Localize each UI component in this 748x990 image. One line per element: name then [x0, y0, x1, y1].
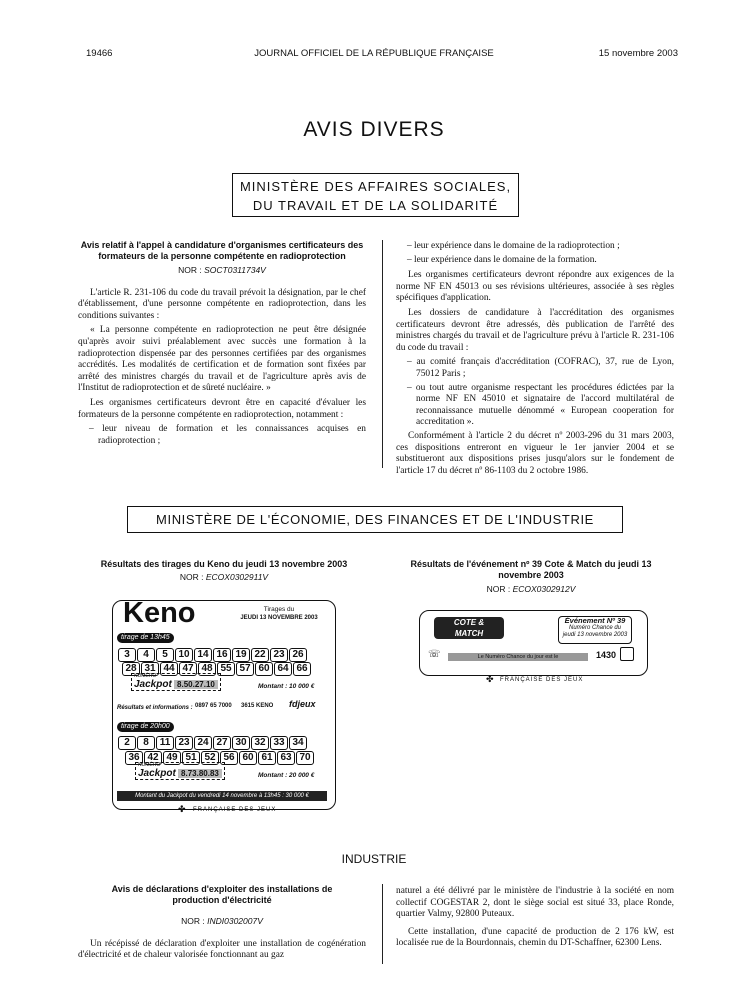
keno-number-ball: 31	[141, 662, 159, 676]
fdj-clover-icon: ✤	[486, 674, 494, 684]
ministry-box	[232, 173, 519, 217]
keno-number-ball: 3	[118, 648, 136, 662]
keno-number-ball: 36	[125, 751, 143, 765]
jackpot-footer-band: Montant du Jackpot du vendredi 14 novembre à 13h45 : 30 000 €	[117, 791, 327, 801]
keno-number-ball: 22	[251, 648, 269, 662]
tirage1-label: tirage de 13h45	[117, 633, 174, 643]
avis1-paragraph: L'article R. 231-106 du code du travail prévoit la désignation, par le chef d'établissement, d'une personne compétente en radioprotection, dans les conditions suivantes :	[78, 287, 366, 321]
industrie-nor: NOR : INDI0302007V	[181, 916, 263, 926]
column-divider	[382, 240, 383, 468]
page-number: 19466	[86, 48, 113, 59]
keno-number-ball: 23	[175, 736, 193, 750]
jackpot2-box	[135, 762, 225, 780]
cote-title: Résultats de l'événement nº 39 Cote & Match du jeudi 13 novembre 2003	[410, 559, 652, 580]
keno-tirages-du: Tirages du	[263, 606, 295, 613]
keno-nor: NOR : ECOX0302911V	[179, 572, 269, 582]
keno-number-ball: 57	[236, 662, 254, 676]
info-code: 3615 KENO	[241, 703, 274, 709]
ministry-line1: MINISTÈRE DES AFFAIRES SOCIALES,	[239, 179, 512, 194]
keno-number-ball: 16	[213, 648, 231, 662]
industrie-paragraph: Un récépissé de déclaration d'exploiter une installation de cogénération d'électricité et de chaleur valorisée fonctionnant au gaz	[78, 938, 366, 961]
avis1-list-item: – leur niveau de formation et les connaissances acquises en radioprotection ;	[89, 424, 366, 446]
keno-number-ball: 48	[198, 662, 216, 676]
jackpot2-montant: Montant : 20 000 €	[258, 772, 315, 779]
keno-number-ball: 52	[201, 751, 219, 765]
avis1-paragraph: « La personne compétente en radioprotection ne peut être désignée qu'après avoir suivi préalablement avec succès une formation à la radioprotection dispensée par des personnes certifiées par des organismes accrédités. Les modalités de certification et de formation sont fixées par arrêté des ministres chargés du travail et de l'agriculture après avis de l'Institut de radioprotection et de sûreté nucléaire. »	[78, 325, 366, 394]
ministry-line2: DU TRAVAIL ET DE LA SOLIDARITÉ	[252, 198, 499, 213]
fdj-clover-icon: ✤	[178, 804, 186, 814]
keno-number-ball: 60	[239, 751, 257, 765]
cote-nor-code: ECOX0302912V	[512, 584, 576, 594]
avis1-paragraph: Les organismes certificateurs devront répondre aux exigences de la norme NF EN 45013 ou ses révisions ultérieures, associée à ses règles spécifiques d'application.	[396, 270, 674, 304]
avis1-paragraph: Conformément à l'article 2 du décret nº 2003-296 du 31 mars 2003, ces dispositions entreront en vigueur le 1er janvier 2004 et se substitueront aux dispositions prises jusqu'alors sur le fondement de l'article 17 du décret nº 86-1103 du 2 octobre 1986.	[396, 430, 674, 476]
keno-brand: FRANÇAISE DES JEUX	[193, 807, 277, 813]
keno-nor-code: ECOX0302911V	[205, 572, 269, 582]
section-title: AVIS DIVERS	[303, 118, 445, 141]
cote-nor: NOR : ECOX0302912V	[486, 584, 576, 594]
cote-date: jeudi 13 novembre 2003	[562, 632, 628, 638]
keno-number-ball: 26	[289, 648, 307, 662]
keno-number-ball: 24	[194, 736, 212, 750]
keno-number-ball: 61	[258, 751, 276, 765]
avis1-list-item: – ou tout autre organisme respectant les procédures édictées par la norme NF EN 45010 et signataire de l'accord multilatéral de reconnaissance mutuelle dénommé « European cooperation for accreditation ».	[407, 382, 674, 428]
keno-number-ball: 28	[122, 662, 140, 676]
info-label: Résultats et informations :	[117, 705, 193, 711]
jackpot1-box	[131, 673, 221, 691]
journal-title: JOURNAL OFFICIEL DE LA RÉPUBLIQUE FRANÇAISE	[254, 48, 494, 59]
jackpot1-number: 8.50.27.10	[174, 680, 218, 689]
avis1-paragraph: Les organismes certificateurs devront être en capacité d'évaluer les formateurs de la personne compétente en radioprotection, notamment :	[78, 397, 366, 420]
jackpot1-label: Jackpot	[134, 679, 172, 690]
info-phone: 0897 65 7000	[195, 703, 232, 709]
industrie-heading: INDUSTRIE	[341, 852, 407, 866]
column-divider	[382, 884, 383, 964]
keno-number-ball: 33	[270, 736, 288, 750]
keno-number-ball: 42	[144, 751, 162, 765]
jackpot1-montant: Montant : 10 000 €	[258, 683, 315, 690]
keno-number-ball: 44	[160, 662, 178, 676]
keno-number-ball: 60	[255, 662, 273, 676]
avis1-list-item: – au comité français d'accréditation (COFRAC), 37, rue de Lyon, 75012 Paris ;	[407, 357, 674, 379]
keno-logo: Keno	[123, 597, 196, 629]
keno-number-ball: 66	[293, 662, 311, 676]
avis1-list-item: – leur expérience dans le domaine de la radioprotection ;	[407, 241, 620, 251]
keno-number-ball: 2	[118, 736, 136, 750]
jackpot2-numero: NUMÉRO	[138, 762, 161, 768]
cote-match-logo	[434, 617, 504, 639]
keno-number-ball: 47	[179, 662, 197, 676]
avis1-right-column	[396, 241, 674, 480]
header-date: 15 novembre 2003	[598, 48, 678, 59]
keno-number-ball: 51	[182, 751, 200, 765]
avis1-nor-code: SOCT0311734V	[204, 265, 266, 275]
keno-number-ball: 10	[175, 648, 193, 662]
keno-title: Résultats des tirages du Keno du jeudi 13 novembre 2003	[100, 559, 348, 569]
avis1-nor: NOR : SOCT0311734V	[178, 265, 266, 275]
industrie-title: Avis de déclarations d'exploiter des installations de production d'électricité	[111, 884, 333, 905]
cote-logo-line2: MATCH	[454, 629, 484, 638]
industrie-paragraph: naturel a été délivré par le ministère de l'industrie à la société en nom collectif COGESTAR 2, dont le siège social est situé 33, place Ronde, quartier Valmy, 92800 Puteaux.	[396, 886, 674, 920]
jackpot2-label: Jackpot	[138, 768, 176, 779]
keno-number-ball: 5	[156, 648, 174, 662]
keno-number-ball: 4	[137, 648, 155, 662]
jackpot2-number: 8.73.80.83	[178, 769, 222, 778]
keno-number-ball: 14	[194, 648, 212, 662]
keno-number-ball: 30	[232, 736, 250, 750]
keno-number-ball: 49	[163, 751, 181, 765]
cote-brand: FRANÇAISE DES JEUX	[500, 677, 584, 683]
ministry-box: MINISTÈRE DE L'ÉCONOMIE, DES FINANCES ET DE L'INDUSTRIE	[127, 506, 623, 533]
minitel-icon	[620, 647, 634, 661]
cote-logo-line1: COTE &	[453, 618, 485, 627]
keno-number-ball: 23	[270, 648, 288, 662]
keno-number-ball: 63	[277, 751, 295, 765]
avis1-paragraph: Les dossiers de candidature à l'accréditation des organismes certificateurs devront être adressés, dès publication de l'arrêté des ministres chargés du travail et de l'agriculture prévu à l'article R. 231-106 du code du travail :	[396, 307, 674, 353]
keno-number-ball: 55	[217, 662, 235, 676]
avis1-list-item: – leur expérience dans le domaine de la formation.	[407, 254, 597, 265]
keno-number-ball: 34	[289, 736, 307, 750]
phone-icon: ☏	[428, 649, 441, 660]
fdj-logo: fdjeux	[289, 699, 316, 709]
tirage2-label: tirage de 20h00	[117, 722, 174, 732]
industrie-paragraph: Cette installation, d'une capacité de production de 2 176 kW, est localisée rue de la Bourdonnais, chemin du DT-Schaffner, 62300 Lens.	[396, 926, 674, 949]
keno-number-ball: 27	[213, 736, 231, 750]
industrie-nor-code: INDI0302007V	[207, 916, 263, 926]
numero-chance-label: Le Numéro Chance du jour est le	[448, 653, 588, 661]
keno-number-ball: 19	[232, 648, 250, 662]
industrie-right-column	[396, 886, 674, 953]
cote-match-card	[419, 610, 648, 676]
avis1-title: Avis relatif à l'appel à candidature d'organismes certificateurs des formateurs de la personne compétente en radioprotection	[80, 240, 364, 261]
keno-number-ball: 11	[156, 736, 174, 750]
jackpot1-numero: NUMÉRO	[134, 673, 157, 679]
keno-results-card	[112, 597, 336, 810]
keno-number-ball: 64	[274, 662, 292, 676]
keno-number-ball: 56	[220, 751, 238, 765]
keno-date-block	[239, 606, 319, 622]
avis1-left-column	[78, 240, 366, 449]
keno-number-ball: 32	[251, 736, 269, 750]
keno-date: JEUDI 13 NOVEMBRE 2003	[240, 615, 318, 621]
industrie-left-column	[78, 884, 366, 965]
cote-event: Événement Nº 39	[564, 616, 626, 625]
keno-number-ball: 8	[137, 736, 155, 750]
cote-event-box	[558, 616, 632, 644]
numero-chance-value: 1430	[596, 650, 617, 660]
cote-chance: Numéro Chance du	[568, 624, 622, 631]
keno-number-ball: 70	[296, 751, 314, 765]
